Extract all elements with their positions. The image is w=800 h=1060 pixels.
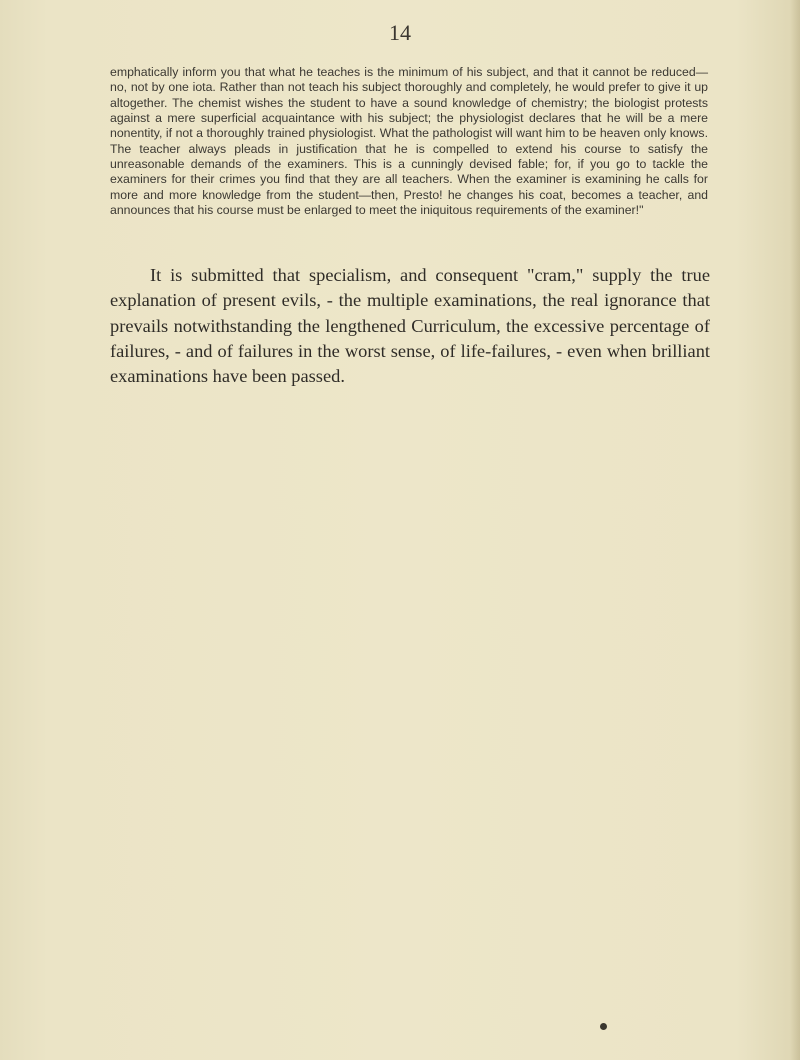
ink-speck	[600, 1023, 607, 1030]
quoted-paragraph: emphatically inform you that what he teaches is the minimum of his subject, and that it cannot be reduced—no, not by one iota. Rather than not teach his subject thoroughly and completely, he would prefer to give it up altogether. The chemist wishes the student to have a sound knowledge of chemistry; the biologist protests against a mere superficial acquaintance with his subject; the physiologist declares that he will be a mere nonentity, if not a thoroughly trained physiologist. What the pathologist will want him to be heaven only knows. The teacher always pleads in justification that he is compelled to extend his course to satisfy the unreasonable demands of the examiners. This is a cunningly devised fable; for, if you go to tackle the examiners for their crimes you find that they are all teachers. When the examiner is examining he calls for more and more knowledge from the student—then, Presto! he changes his coat, becomes a teacher, and announces that his course must be enlarged to meet the iniquitous requirements of the examiner!"	[110, 65, 708, 218]
page-number: 14	[389, 20, 411, 45]
page-edge-shadow	[790, 0, 800, 1060]
main-paragraph: It is submitted that specialism, and consequent "cram," supply the true explanation of present evils, - the multiple examinations, the real ignorance that prevails notwithstanding the lengthened Curriculum, the excessive percentage of failures, - and of failures in the worst sense, of life-failures, - even when brilliant examinations have been passed.	[110, 265, 710, 387]
